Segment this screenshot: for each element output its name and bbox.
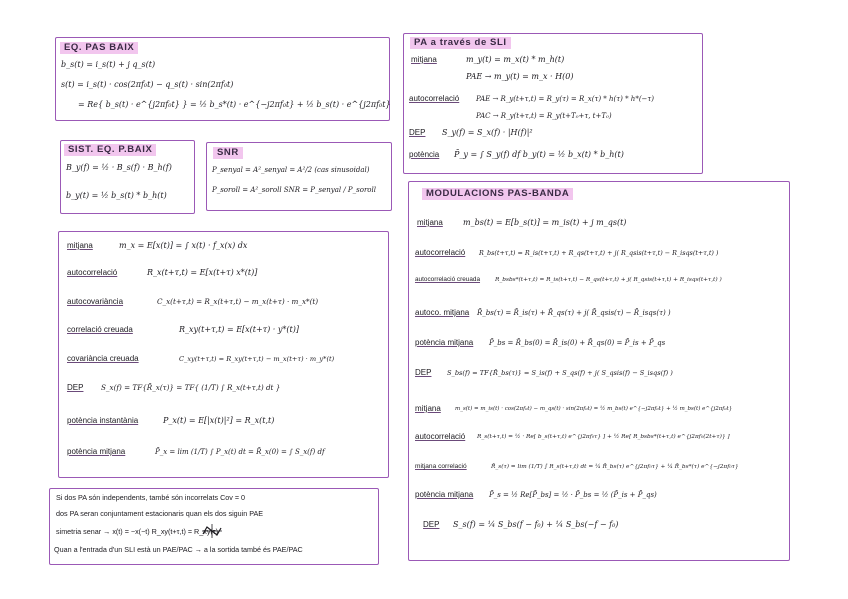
prop-label: correlació creuada (67, 325, 133, 334)
pa-sli-expr: S_y(f) = S_x(f) · |H(f)|² (442, 128, 533, 137)
pa-properties-box (58, 231, 389, 478)
mod-label: autocorrelació (415, 248, 466, 257)
mod-expr: m_s(t) = m_is(t) · cos(2πf₀t) − m_qs(t) · sin(2πf₀t) = ½ m_bs(t) e^{−j2πf₀t} + ½ m_bs(t) e^{j2πf₀t} (455, 406, 733, 412)
mod-expr: R̄_s(τ) = lim (1/T) ∫ R_s(t+τ,t) dt = ¼ R̄_bs(τ) e^{j2πf₀τ} + ¼ R̄_bs*(τ) e^{−j2πf₀τ} (491, 464, 739, 470)
eq-pas-baix-title: EQ. PAS BAIX (60, 42, 138, 54)
snr-title: SNR (213, 147, 243, 159)
pa-sli-expr: m_y(t) = m_x(t) * m_h(t) (466, 55, 565, 64)
prop-label: mitjana (67, 241, 93, 250)
mod-label: mitjana correlació (415, 463, 467, 470)
prop-label: potència mitjana (67, 447, 126, 456)
mod-label: mitjana (415, 404, 441, 413)
pa-sli-expr: PAE → R_y(t+τ,t) = R_y(τ) = R_x(τ) * h(τ) * h*(−τ) (476, 95, 655, 103)
eq-pas-baix-box (55, 37, 390, 121)
pa-sli-title: PA a través de SLI (410, 37, 511, 49)
prop-expr: C_xy(t+τ,t) = R_xy(t+τ,t) − m_x(t+τ) · m_y*(t) (179, 355, 335, 363)
mod-label: autoco. mitjana (415, 308, 470, 317)
sist-pbaix-title: SIST. EQ. P.BAIX (64, 144, 156, 156)
odd-symmetry-sketch-icon (200, 523, 224, 539)
mod-expr: P̄_bs = R̄_bs(0) = R̄_is(0) + R̄_qs(0) = P̄_is + P̄_qs (489, 339, 666, 347)
mod-expr: S_bs(f) = TF{R̄_bs(τ)} = S_is(f) + S_qs(f) + j( S_qsis(f) − S_isqs(f) ) (447, 369, 673, 377)
prop-expr: C_x(t+τ,t) = R_x(t+τ,t) − m_x(t+τ) · m_x*(t) (157, 297, 319, 306)
note-line: dos PA seran conjuntament estacionaris quan els dos siguin PAE (56, 509, 264, 518)
mod-expr: P̄_s = ½ Re[P̄_bs] = ½ · P̄_bs = ½ (P̄_is + P̄_qs) (489, 491, 657, 499)
pa-sli-label: mitjana (411, 55, 437, 64)
mod-expr: R_s(t+τ,t) = ½ · Re[ b_s(t+τ,t) e^{j2πf₀τ} ] + ½ Re[ R_bsbs*(t+τ,t) e^{j2πf₀(2t+τ)} ] (477, 434, 730, 440)
mod-label: mitjana (417, 218, 443, 227)
eq-line: s(t) = i_s(t) · cos(2πf₀t) − q_s(t) · sin(2πf₀t) (61, 80, 234, 89)
sist-line: B_y(f) = ½ · B_s(f) · B_h(f) (66, 163, 172, 172)
sist-pbaix-box (60, 140, 195, 214)
mod-label: autocorrelació creuada (415, 276, 481, 283)
prop-expr: m_x = E[x(t)] = ∫ x(t) · f_x(x) dx (119, 241, 248, 250)
snr-line: P_soroll = A²_soroll SNR = P_senyal / P_soroll (212, 186, 376, 194)
pa-sli-expr: PAC → R_y(t+τ,t) = R_y(t+T₀+τ, t+T₀) (476, 112, 612, 120)
note-line: simetria senar → x(t) = −x(−t) R_xy(t+τ,t) = R_xy(τ) (56, 527, 219, 536)
prop-expr: S_x(f) = TF{R̄_x(τ)} = TF{ (1/T) ∫ R_x(t+τ,t) dt } (101, 383, 281, 392)
notes-box (49, 488, 379, 565)
mod-label: autocorrelació (415, 432, 466, 441)
prop-label: covariància creuada (67, 354, 139, 363)
mod-label: potència mitjana (415, 338, 474, 347)
mod-expr: R̄_bs(τ) = R̄_is(τ) + R̄_qs(τ) + j( R̄_qsis(τ) − R̄_isqs(τ) ) (477, 309, 671, 317)
eq-line: = Re{ b_s(t) · e^{j2πf₀t} } = ½ b_s*(t) · e^{−j2πf₀t} + ½ b_s(t) · e^{j2πf₀t} (78, 100, 391, 109)
mod-label: potència mitjana (415, 490, 474, 499)
prop-label: potència instantània (67, 416, 139, 425)
note-line: Si dos PA són independents, també són incorrelats Cov = 0 (56, 493, 246, 502)
prop-expr: R_xy(t+τ,t) = E[x(t+τ) · y*(t)] (179, 325, 299, 334)
mod-expr: R_bsbs*(t+τ,t) = R_is(t+τ,t) − R_qs(t+τ,t) + j( R_qsis(t+τ,t) + R_isqs(t+τ,t) ) (495, 277, 722, 283)
mod-pas-banda-box (408, 181, 790, 561)
pa-sli-label: potència (409, 150, 440, 159)
pa-sli-label: DEP (409, 128, 426, 137)
prop-expr: P̄_x = lim (1/T) ∫ P_x(t) dt = R̄_x(0) = ∫ S_x(f) df (155, 448, 325, 456)
note-line: Quan a l'entrada d'un SLI està un PAE/PAC → a la sortida també és PAE/PAC (54, 545, 303, 554)
mod-expr: m_bs(t) = E[b_s(t)] = m_is(t) + j m_qs(t) (463, 218, 627, 227)
sist-line: b_y(t) = ½ b_s(t) * b_h(t) (66, 191, 167, 200)
prop-label: autocorrelació (67, 268, 118, 277)
pa-sli-box (403, 33, 703, 174)
mod-pas-banda-title: MODULACIONS PAS-BANDA (422, 188, 573, 200)
eq-line: b_s(t) = i_s(t) + j q_s(t) (61, 60, 156, 69)
prop-label: DEP (67, 383, 84, 392)
pa-sli-expr: P̄_y = ∫ S_y(f) df b_y(t) = ½ b_x(t) * b_h(t) (454, 150, 624, 159)
prop-expr: P_x(t) = E[|x(t)|²] = R_x(t,t) (163, 416, 275, 425)
mod-label: DEP (423, 520, 440, 529)
pa-sli-expr: PAE → m_y(t) = m_x · H(0) (466, 72, 574, 81)
snr-box (206, 142, 392, 211)
mod-label: DEP (415, 368, 432, 377)
pa-sli-label: autocorrelació (409, 94, 460, 103)
snr-line: P_senyal = A²_senyal = A²/2 (cas sinusoidal) (212, 166, 370, 174)
mod-expr: R_bs(t+τ,t) = R_is(t+τ,t) + R_qs(t+τ,t) + j( R_qsis(t+τ,t) − R_isqs(t+τ,t) ) (479, 249, 719, 257)
mod-expr: S_s(f) = ¼ S_bs(f − f₀) + ¼ S_bs(−f − f₀) (453, 520, 619, 529)
prop-expr: R_x(t+τ,t) = E[x(t+τ) x*(t)] (147, 268, 258, 277)
prop-label: autocovariància (67, 297, 124, 306)
